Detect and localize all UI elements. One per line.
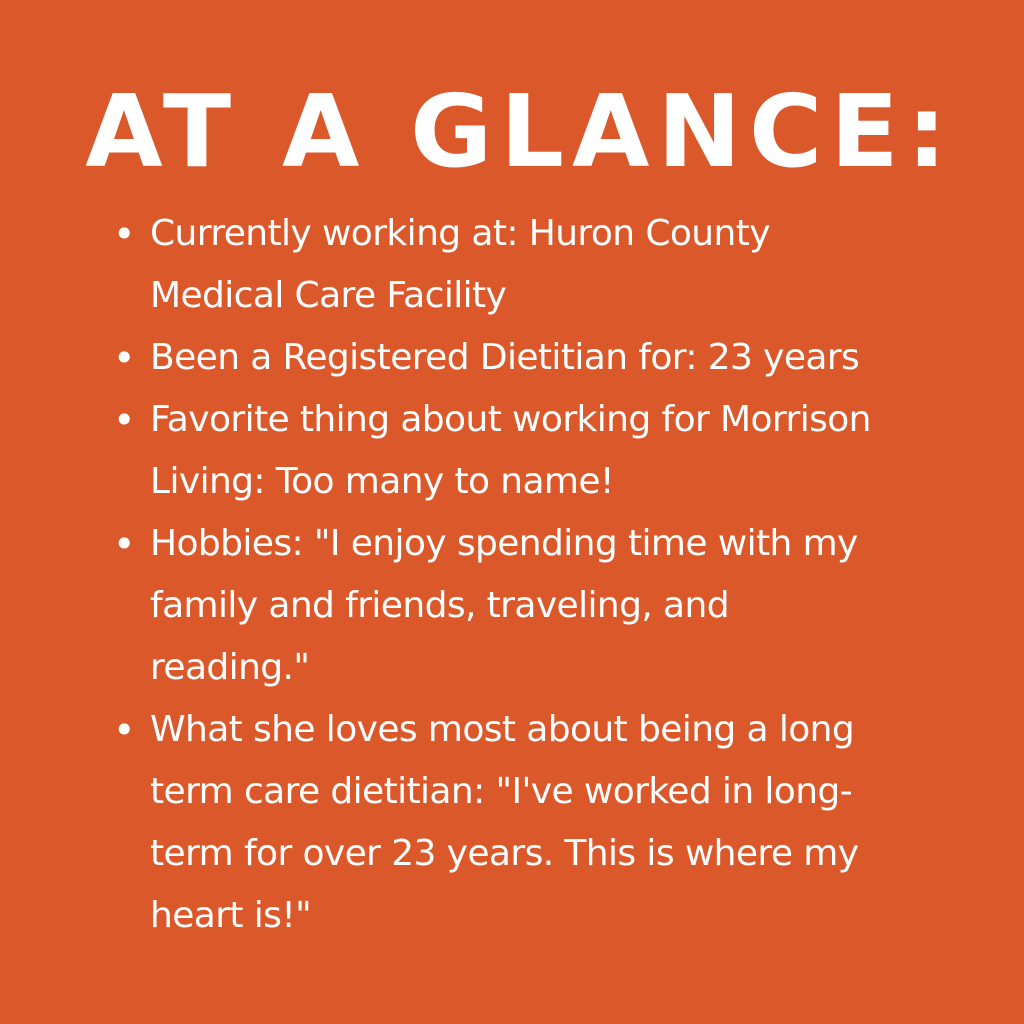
list-item-text: [150, 699, 973, 947]
bullet-icon: •: [113, 522, 136, 566]
list-item-text: [150, 203, 973, 327]
list-item-loves-most: [113, 699, 973, 947]
text-line: heart is!": [150, 895, 312, 936]
list-item-hobbies: [113, 513, 973, 699]
text-line: Living: Too many to name!: [150, 461, 614, 502]
facts-list: [113, 203, 973, 947]
bullet-icon: •: [113, 398, 136, 442]
list-item-favorite-thing: [113, 389, 973, 513]
page-title: AT A GLANCE:: [85, 73, 955, 190]
bullet-icon: •: [113, 336, 136, 380]
text-line: Hobbies: "I enjoy spending time with my: [150, 523, 858, 564]
text-line: Currently working at: Huron County: [150, 213, 770, 254]
list-item-text: [150, 327, 973, 389]
text-line: family and friends, traveling, and: [150, 585, 729, 626]
text-line: Favorite thing about working for Morrison: [150, 399, 871, 440]
bullet-icon: •: [113, 708, 136, 752]
list-item-experience: [113, 327, 973, 389]
list-item-workplace: [113, 203, 973, 327]
list-item-text: [150, 389, 973, 513]
text-line: term for over 23 years. This is where my: [150, 833, 859, 874]
text-line: Medical Care Facility: [150, 275, 507, 316]
text-line: What she loves most about being a long: [150, 709, 855, 750]
text-line: Been a Registered Dietitian for: 23 years: [150, 337, 860, 378]
text-line: term care dietitian: "I've worked in long-: [150, 771, 853, 812]
text-line: reading.": [150, 647, 310, 688]
bullet-icon: •: [113, 212, 136, 256]
list-item-text: [150, 513, 973, 699]
